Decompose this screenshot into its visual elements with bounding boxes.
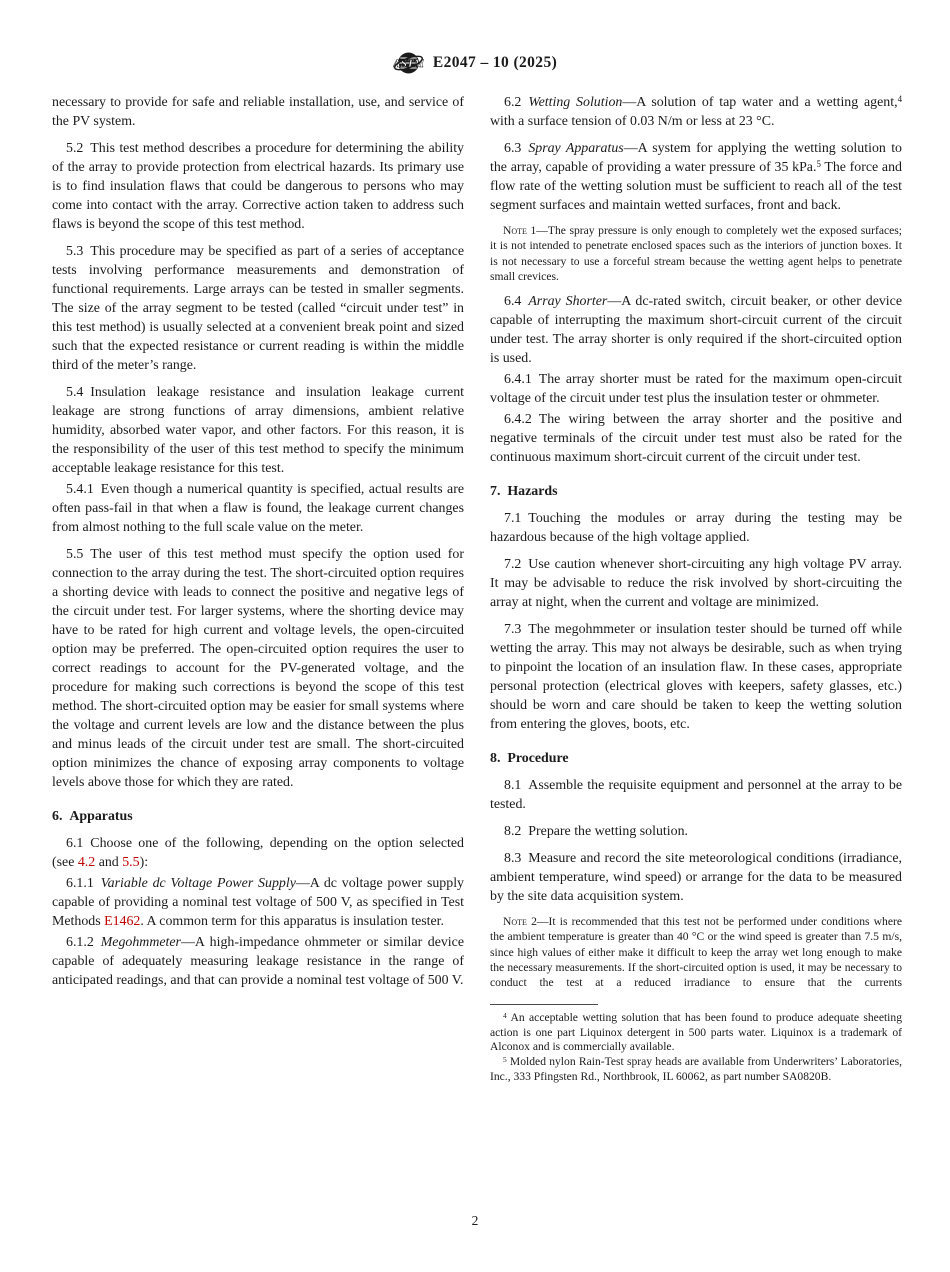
paragraph: 7.2 Use caution whenever short-circuiting any high voltage PV array. It may be advisable to reduce the risk involved by short-circuiting the array at night, when the current and voltage are minimized. <box>490 557 902 611</box>
cross-reference-link[interactable]: E1462 <box>104 914 141 929</box>
right-column <box>490 93 902 1085</box>
paragraph: 7.3 The megohmmeter or insulation tester should be turned off while wetting the array. This may not always be desirable, such as when trying to pinpoint the location of an insulation flaw. In these cases, appropriate personal protection (electrical gloves with keepers, safety glasses, etc.) should be worn and care should be taken to keep the wetting solution from entering the gloves, boots, etc. <box>490 622 902 733</box>
page-footer <box>0 1213 950 1229</box>
section-heading: 6. Apparatus <box>52 809 133 824</box>
footnote-separator <box>490 1004 598 1005</box>
paragraph: 6.4.1 The array shorter must be rated for the maximum open-circuit voltage of the circuit under test plus the insulation tester or ohmmeter. <box>490 372 902 407</box>
page-header <box>0 49 950 77</box>
cross-reference-link[interactable]: 5.5 <box>122 855 140 870</box>
paragraph: 5.5 The user of this test method must specify the option used for connection to the array during the test. The short-circuited option requires a shorting device with leads to connect the positive and negative legs of the circuit under test. For larger systems, where the shorting device may have to be rated for high current and voltage levels, the open-circuited option may be preferred. The open-circuited option requires the user to correct readings to account for the PV-generated voltage, and the procedure for making such corrections is beyond the scope of this test method. The short-circuited option may be easier for small systems where the voltage and current levels are low and the distance between the plus and minus leads of the circuit under test are small. The short-circuited option minimizes the chance of exposing array components to voltage levels above those for which they are rated. <box>52 547 464 790</box>
paragraph: 5.4 Insulation leakage resistance and insulation leakage current leakage are strong functions of array dimensions, ambient relative humidity, absorbed water vapor, and other factors. For this reason, it is the responsibility of the user of this test method to specify the minimum acceptable leakage resistance for this test. <box>52 385 464 476</box>
paragraph: 6.4 Array Shorter—A dc-rated switch, circuit beaker, or other device capable of interrupting the maximum short-circuit current of the circuit under test. The array shorter is only required if the short-circuited option is used. <box>490 294 902 367</box>
defined-term: Array Shorter <box>528 294 608 310</box>
footnote-ref: 5 <box>503 1055 507 1065</box>
note-text: Note 2—It is recommended that this test not be performed under conditions where the ambient temperature is greater than 40 °C or the wind speed is greater than 7.5 m/s, since high values of either make it difficult to keep the array wet long enough to make the necessary measurements. If the short-circuited option is used, it may be necessary to conduct the test at a reduced irradiance to ensure that the currents <box>490 915 902 990</box>
two-column-body <box>52 93 902 1085</box>
footnote-text: $^4$ An acceptable wetting solution that has been found to produce adequate sheeting action is one part Liquinox detergent in 500 parts water. Liquinox is a trademark of Alconox and is commercially available. <box>490 1010 902 1054</box>
section-heading: 7. Hazards <box>490 484 558 500</box>
paragraph: 6.1 Choose one of the following, depending on the option selected (see 4.2 and 5.5): <box>52 836 464 870</box>
paragraph: 5.4.1 Even though a numerical quantity is specified, actual results are often pass-fail in that when a flaw is found, the leakage current changes from almost nothing to the full scale value on the meter. <box>52 482 464 535</box>
defined-term: Spray Apparatus <box>528 141 624 156</box>
paragraph: 6.3 Spray Apparatus—A system for applying the wetting solution to the array, capable of providing a water pressure of 35 kPa.$^5$ The force and flow rate of the wetting solution must be sufficient to reach all of the test segment surfaces and maintain wetted surfaces, front and back. <box>490 141 903 213</box>
paragraph: 8.2 Prepare the wetting solution. <box>504 824 689 840</box>
defined-term: Megohmmeter <box>100 935 181 950</box>
page-number: 2 <box>471 1213 479 1228</box>
paragraph: 7.1 Touching the modules or array during the testing may be hazardous because of the high voltage applied. <box>490 511 902 546</box>
paragraph: 6.1.1 Variable dc Voltage Power Supply—A dc voltage power supply capable of providing a nominal test voltage of 500 V, as specified in Test Methods E1462. A common term for this apparatus is insulation tester. <box>52 876 464 929</box>
section-heading: 8. Procedure <box>490 751 569 767</box>
defined-term: Wetting Solution <box>528 95 623 110</box>
svg-text:ASTM: ASTM <box>392 58 424 71</box>
footnote-ref: 4 <box>503 1010 507 1020</box>
smallcaps-label: Note <box>503 915 527 929</box>
smallcaps-label: Note <box>503 224 527 237</box>
footnote-ref: 5 <box>816 159 821 170</box>
left-column <box>52 93 464 1085</box>
footnote-ref: 4 <box>897 94 902 105</box>
note-text: Note 1—The spray pressure is only enough to completely wet the exposed surfaces; it is not intended to penetrate enclosed spaces such as the interiors of junction boxes. It is not necessary to use a forceful stream because the wetting agent helps to penetrate small crevices. <box>490 224 902 283</box>
paragraph: 5.3 This procedure may be specified as part of a series of acceptance tests involving performance measurements and demonstration of functional requirements. Large arrays can be tested in smaller segments. The size of the array segment to be tested (called “circuit under test” in this test method) is usually selected at a convenient break point and sized such that the expected resistance or current reading is within the middle third of the meter’s range. <box>52 244 464 373</box>
astm-logo-icon <box>393 49 424 77</box>
footnote-text: $^5$ Molded nylon Rain-Test spray heads are available from Underwriters’ Laboratories, Inc., 333 Pfingsten Rd., Northbrook, IL 60062, as part number SA0820B. <box>490 1055 902 1084</box>
standard-designation: E2047 – 10 (2025) <box>432 54 558 71</box>
paragraph: 6.1.2 Megohmmeter—A high-impedance ohmmeter or similar device capable of adequately measuring leakage resistance in the range of anticipated readings, and that can provide a nominal test voltage of 500 V. <box>52 935 464 988</box>
paragraph: 8.3 Measure and record the site meteorological conditions (irradiance, ambient temperature, wind speed) or arrange for the data to be measured by the site data acquisition system. <box>490 851 902 905</box>
paragraph: necessary to provide for safe and reliable installation, use, and service of the PV system. <box>52 95 464 129</box>
defined-term: Variable dc Voltage Power Supply <box>100 876 296 891</box>
paragraph: 5.2 This test method describes a procedure for determining the ability of the array to provide protection from electrical hazards. Its primary use is to find insulation flaws that could be dangerous to persons who may come into contact with the array. Corrective action taken to address such flaws is beyond the scope of this test method. <box>52 141 464 232</box>
paragraph: 8.1 Assemble the requisite equipment and personnel at the array to be tested. <box>490 778 902 813</box>
paragraph: 6.2 Wetting Solution—A solution of tap water and a wetting agent,$^4$ with a surface tension of 0.03 N/m or less at 23 °C. <box>490 94 902 129</box>
paragraph: 6.4.2 The wiring between the array shorter and the positive and negative terminals of the circuit under test must also be rated for the continuous maximum short-circuit current of the circuit under test. <box>490 412 902 466</box>
cross-reference-link[interactable]: 4.2 <box>77 855 96 870</box>
